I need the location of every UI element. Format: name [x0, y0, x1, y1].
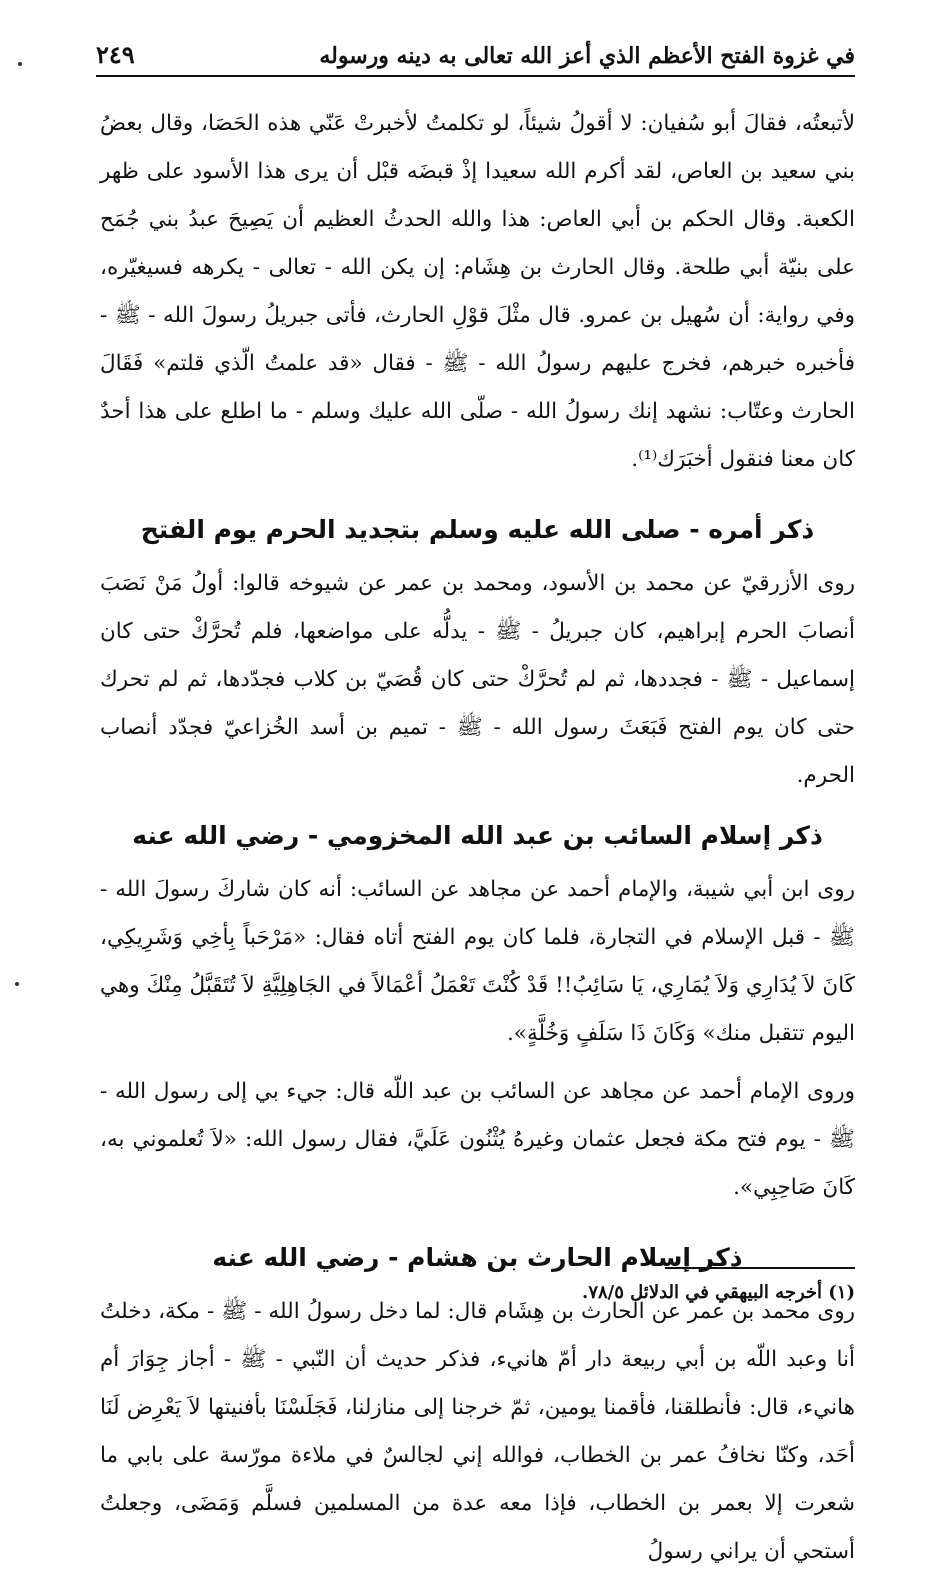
paragraph: لأتبعتُه، فقالَ أبو سُفيان: لا أقولُ شيئاً، لو تكلمتُ لأخبرتْ عَنّي هذه الحَصَا، وقال بعضُ بني سعيد بن العاص، لقد أكرم الله سعيدا إذْ قبضَه قبْل أن يرى هذا الأسود على ظهر الكعبة. وقال الحكم بن أبي العاص: هذا والله الحدثُ العظيم أن يَصِيحَ عبدُ بني جُمَح على بنيّة أبي طلحة. وقال الحارث بن هِشَام: إن يكن الله - تعالى - يكرهه فسيغيّره، وفي رواية: أن سُهيل بن عمرو. قال مثْلَ قوْلِ الحارث، فأتى جبريلُ رسولَ الله - ﷺ - فأخبره خبرهم، فخرج عليهم رسولُ الله - ﷺ - فقال «قد علمتُ الّذي قلتم» فَقَالَ الحارث وعتّاب: نشهد إنك رسولُ الله - صلّى الله عليك وسلم - ما اطلع على هذا أحدٌ كان معنا فنقول أخبَرَك⁽¹⁾.	[100, 111, 855, 472]
page-body	[100, 100, 855, 1576]
section-heading: ذكر إسلام السائب بن عبد الله المخزومي - رضي الله عنه	[132, 821, 823, 850]
paragraph: روى الأزرقيّ عن محمد بن الأسود، ومحمد بن عمر عن شيوخه قالوا: أولُ مَنْ نَصَبَ أنصابَ الحرم إبراهيم، كان جبريلُ - ﷺ - يدلُّه على مواضعها، فلم تُحرَّكْ حتى كان إسماعيل - ﷺ - فجددها، ثم لم تُحرَّكْ حتى كان قُصَيّ بن كلاب فجدّدها، ثم لم تحرك حتى كان يوم الفتح فَبَعَثَ رسول الله - ﷺ - تميم بن أسد الخُزاعيّ فجدّد أنصاب الحرم.	[100, 571, 855, 788]
footnote-separator	[665, 1267, 855, 1269]
scan-speck	[15, 982, 19, 986]
paragraph: روى محمد بن عمر عن الحارث بن هِشَام قال: لما دخل رسولُ الله - ﷺ - مكة، دخلتُ أنا وعبد اللّه بن أبي ربيعة دار أمّ هانيء، فذكر حديث أن النّبي - ﷺ - أجاز جِوَارَ أم هانيء، قال: فأنطلقنا، فأقمنا يومين، ثمّ خرجنا إلى منازلنا، فَجَلَسْنَا بأفنيتها لاَ يَعْرِض لَنَا أحَد، وكنّا نخافُ عمر بن الخطاب، فوالله إني لجالسٌ في ملاءة مورّسة على بابي ما شعرت إلا بعمر بن الخطاب، فإذا معه عدة من المسلمين فسلَّم وَمَضَى، وجعلتُ أستحي أن يراني رسولُ	[100, 1299, 855, 1564]
running-title: في غزوة الفتح الأعظم الذي أعز الله تعالى به دينه ورسوله	[319, 43, 855, 69]
page-number: ٢٤٩	[96, 40, 135, 69]
running-header	[96, 40, 855, 77]
paragraph: روى ابن أبي شيبة، والإمام أحمد عن مجاهد عن السائب: أنه كان شاركَ رسولَ الله - ﷺ - قبل الإسلام في التجارة، فلما كان يوم الفتح أتاه فقال: «مَرْحَباً بِأخِي وَشَرِيكِي، كَانَ لاَ يُدَارِي وَلاَ يُمَارِي، يَا سَائِبُ!! قَدْ كُنْتَ تَعْمَلُ أعْمَالاً في الجَاهِلِيَّةِ لاَ تُتَقَبَّلُ مِنْكَ وهي اليوم تتقبل منك» وَكَانَ ذَا سَلَفٍ وَخُلَّةٍ».	[100, 877, 855, 1046]
paragraph: وروى الإمام أحمد عن مجاهد عن السائب بن عبد اللّه قال: جيء بي إلى رسول الله - ﷺ - يوم فتح مكة فجعل عثمان وغيرهُ يُثْنُون عَلَيَّ، فقال رسول الله: «لاَ تُعلموني به، كَانَ صَاحِبِي».	[100, 1079, 855, 1200]
scan-speck	[18, 62, 22, 66]
section-heading: ذكر أمره - صلى الله عليه وسلم بتجديد الحرم يوم الفتح	[140, 515, 815, 544]
footnote: (١) أخرجه البيهقي في الدلائل ٧٨/٥.	[582, 1282, 855, 1303]
section-heading: ذكر إسلام الحارث بن هشام - رضي الله عنه	[212, 1243, 743, 1272]
